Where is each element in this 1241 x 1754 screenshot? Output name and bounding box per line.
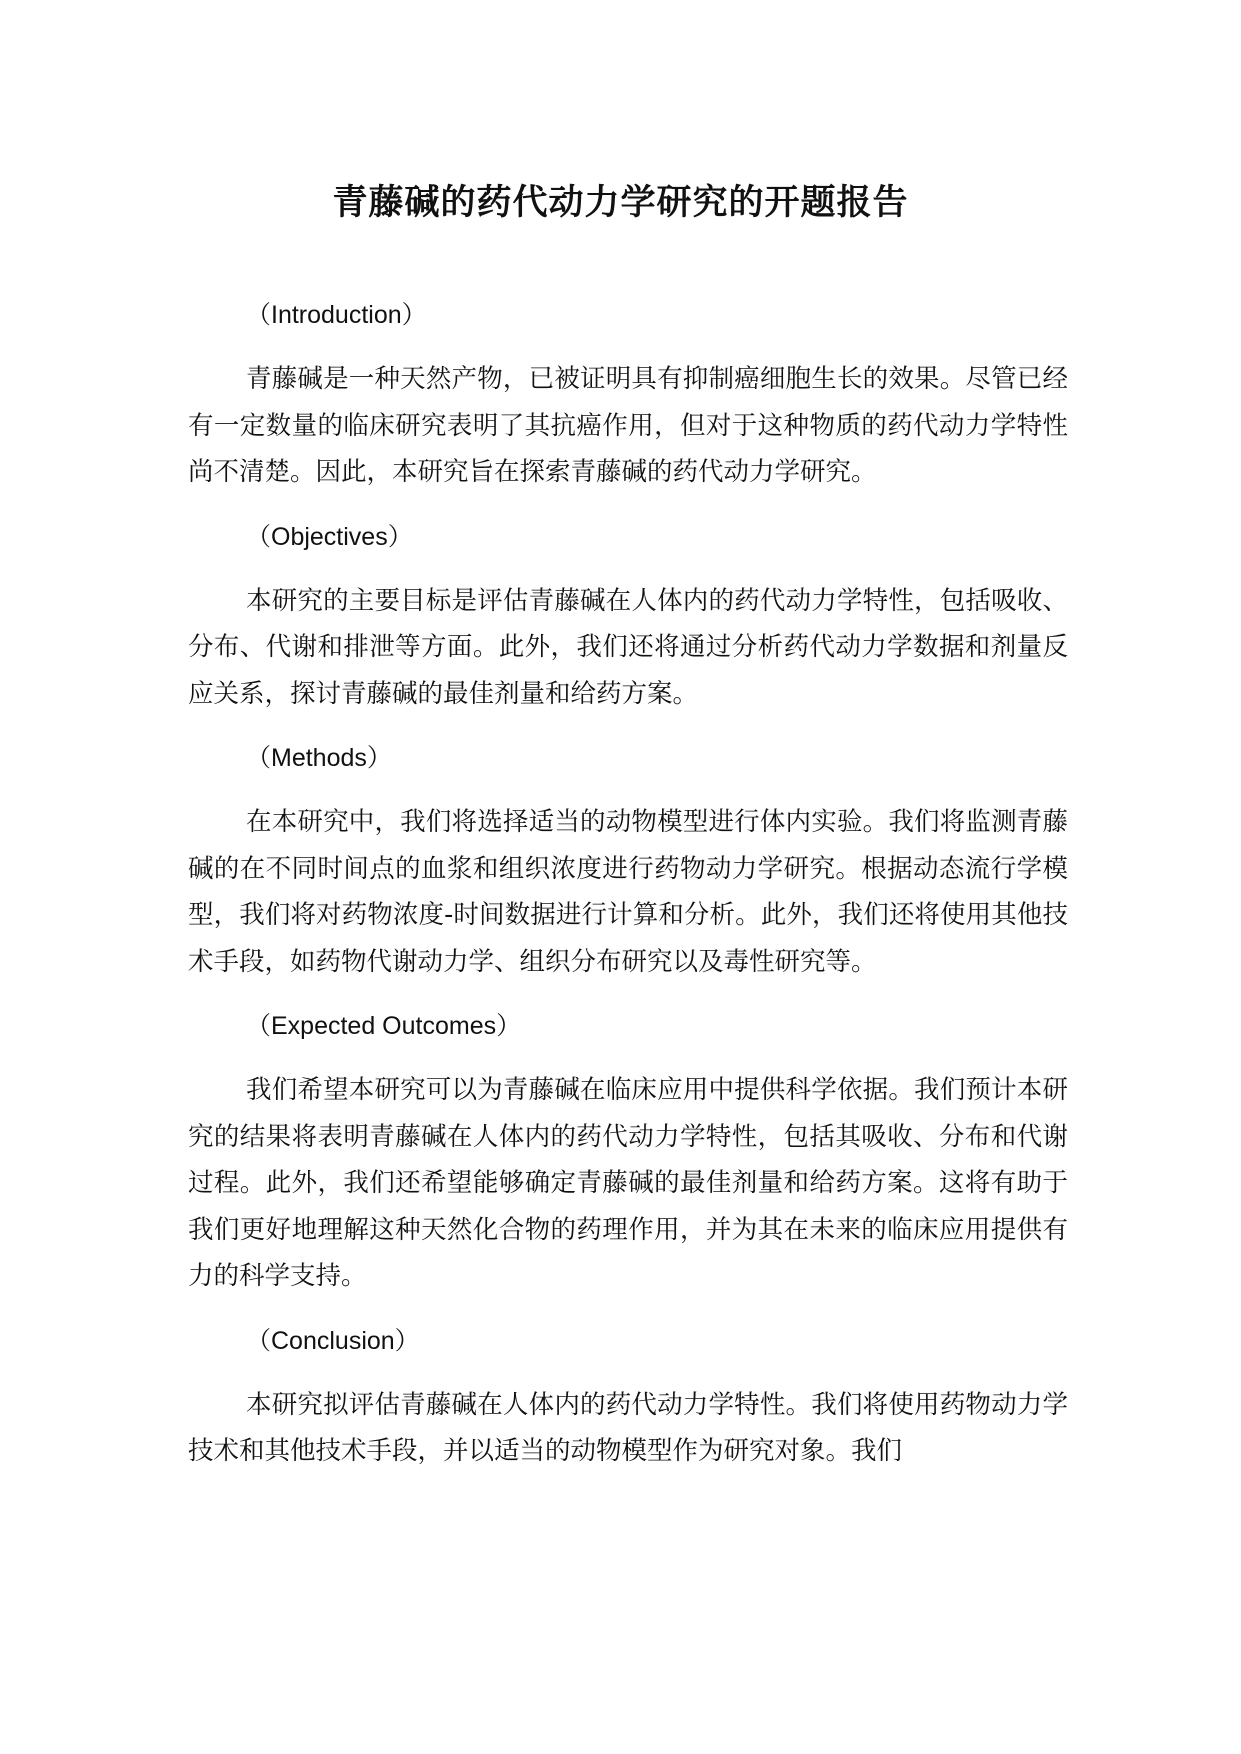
section-heading: （Introduction） <box>246 301 427 329</box>
section-paragraph: 我们希望本研究可以为青藤碱在临床应用中提供科学依据。我们预计本研究的结果将表明青藤碱在人体内的药代动力学特性，包括其吸收、分布和代谢过程。此外，我们还希望能够确定青藤碱的最佳剂量和给药方案。这将有助于我们更好地理解这种天然化合物的药理作用，并为其在未来的临床应用提供有力的科学支持。 <box>188 1075 1068 1291</box>
document-title: 青藤碱的药代动力学研究的开题报告 <box>332 183 909 223</box>
section-paragraph: 青藤碱是一种天然产物，已被证明具有抑制癌细胞生长的效果。尽管已经有一定数量的临床研究表明了其抗癌作用，但对于这种物质的药代动力学特性尚不清楚。因此，本研究旨在探索青藤碱的药代动力学研究。 <box>188 364 1068 487</box>
section-heading: （Expected Outcomes） <box>246 1012 522 1040</box>
section-heading: （Objectives） <box>246 522 413 551</box>
section-conclusion <box>188 1318 1068 1475</box>
section-paragraph: 本研究的主要目标是评估青藤碱在人体内的药代动力学特性，包括吸收、分布、代谢和排泄等方面。此外，我们还将通过分析药代动力学数据和剂量反应关系，探讨青藤碱的最佳剂量和给药方案。 <box>188 585 1068 709</box>
section-methods <box>188 735 1068 985</box>
section-objectives <box>188 514 1068 718</box>
section-paragraph: 本研究拟评估青藤碱在人体内的药代动力学特性。我们将使用药物动力学技术和其他技术手段，并以适当的动物模型作为研究对象。我们 <box>188 1389 1068 1466</box>
document-body <box>188 292 1068 1493</box>
section-expected-outcomes <box>188 1003 1068 1300</box>
section-introduction <box>188 292 1068 496</box>
section-heading: （Conclusion） <box>246 1326 420 1355</box>
section-paragraph: 在本研究中，我们将选择适当的动物模型进行体内实验。我们将监测青藤碱的在不同时间点的血浆和组织浓度进行药物动力学研究。根据动态流行学模型，我们将对药物浓度-时间数据进行计算和分析。此外，我们还将使用其他技术手段，如药物代谢动力学、组织分布研究以及毒性研究等。 <box>188 807 1068 977</box>
section-heading: （Methods） <box>246 744 392 772</box>
